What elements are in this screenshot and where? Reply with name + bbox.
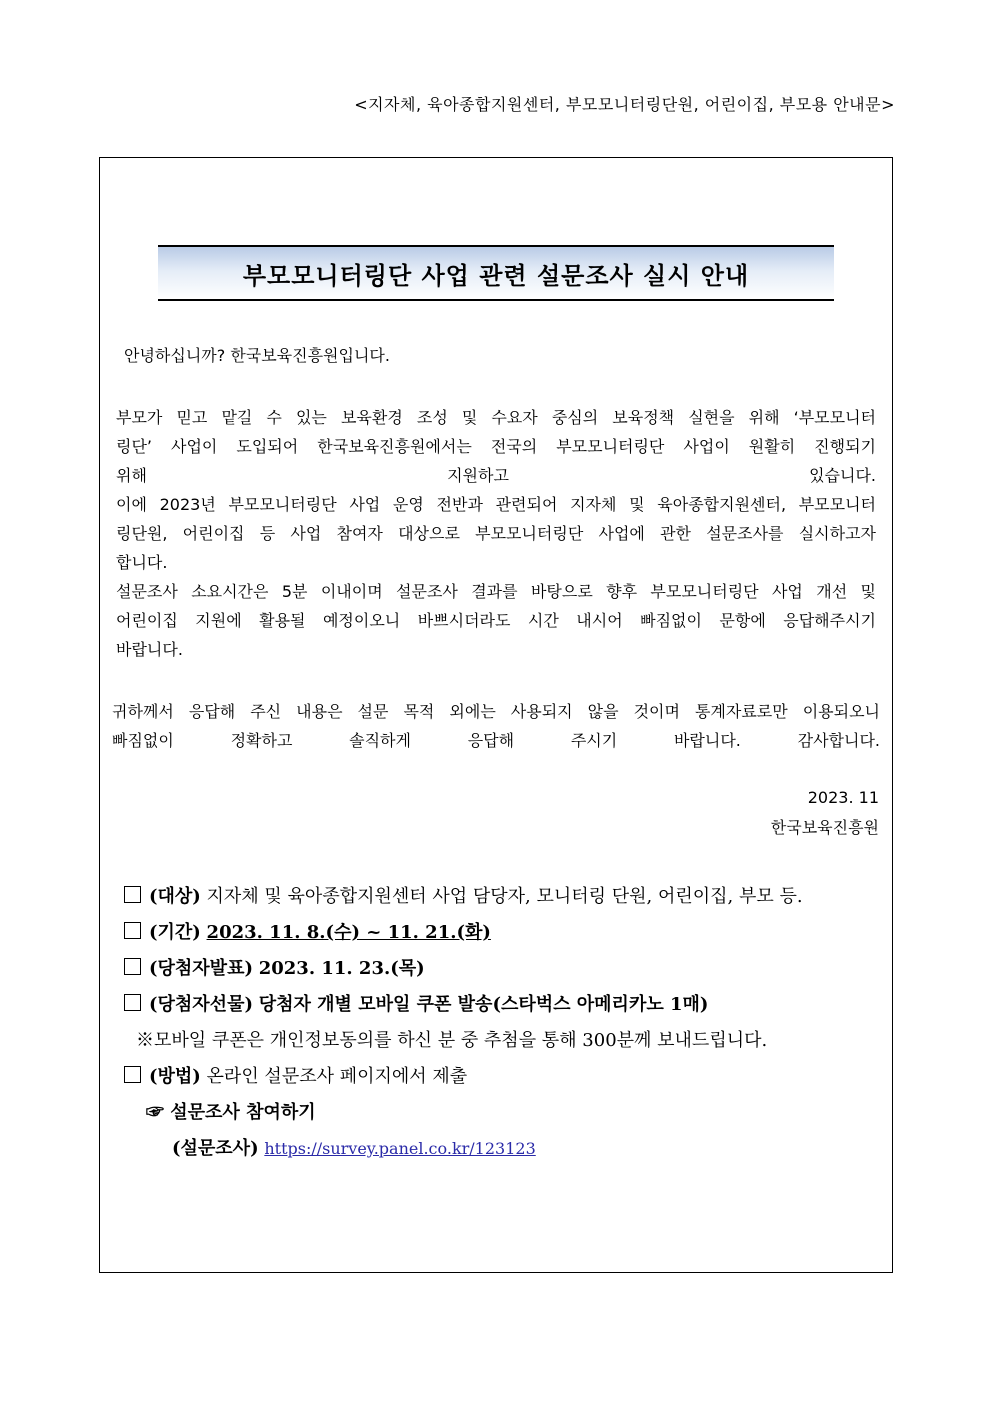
survey-label: (설문조사) <box>172 1138 259 1159</box>
item-value: 2023. 11. 8.(수) ~ 11. 21.(화) <box>206 922 491 943</box>
item-value: 2023. 11. 23.(목) <box>258 958 425 979</box>
greeting: 안녕하십니까? 한국보육진흥원입니다. <box>124 346 390 365</box>
body-paragraph-2 <box>112 697 880 755</box>
checkbox-square-icon <box>124 1066 141 1083</box>
organization-name: 한국보육진흥원 <box>770 818 879 837</box>
header-note: <지자체, 육아종합지원센터, 부모모니터링단원, 어린이집, 부모용 안내문> <box>354 95 895 114</box>
paragraph-line: 어린이집 지원에 활용될 예정이오니 바쁘시더라도 시간 내시어 빠짐없이 문항에 응답해주시기 <box>116 611 876 630</box>
item-value: 당첨자 개별 모바일 쿠폰 발송(스타벅스 아메리카노 1매) <box>258 994 709 1015</box>
item-method <box>124 1062 467 1088</box>
survey-url-row <box>172 1134 536 1160</box>
item-target <box>124 882 803 908</box>
checkbox-square-icon <box>124 922 141 939</box>
checkbox-square-icon <box>124 958 141 975</box>
item-gift <box>124 990 708 1016</box>
item-label: (당첨자선물) <box>149 994 253 1015</box>
paragraph-line: 바랍니다. <box>116 640 183 659</box>
paragraph-line: 설문조사 소요시간은 5분 이내이며 설문조사 결과를 바탕으로 향후 부모모니터링단 사업 개선 및 <box>116 582 876 601</box>
item-value: 온라인 설문조사 페이지에서 제출 <box>206 1066 468 1087</box>
paragraph-line: 이에 2023년 부모모니터링단 사업 운영 전반과 관련되어 지자체 및 육아종합지원센터, 부모모니터 <box>116 495 876 514</box>
gift-note: ※모바일 쿠폰은 개인정보동의를 하신 분 중 추첨을 통해 300분께 보내드립니다. <box>136 1030 768 1051</box>
body-paragraph-1 <box>116 403 876 664</box>
item-label: (기간) <box>149 922 201 943</box>
survey-url-link[interactable]: https://survey.panel.co.kr/123123 <box>264 1139 536 1158</box>
item-value: 지자체 및 육아종합지원센터 사업 담당자, 모니터링 단원, 어린이집, 부모 등. <box>206 886 803 907</box>
item-period <box>124 918 491 944</box>
checkbox-square-icon <box>124 994 141 1011</box>
paragraph-line: 링단’ 사업이 도입되어 한국보육진흥원에서는 전국의 부모모니터링단 사업이 원활히 진행되기 <box>116 437 876 456</box>
paragraph-line: 부모가 믿고 맡길 수 있는 보육환경 조성 및 수요자 중심의 보육정책 실현을 위해 ‘부모모니터 <box>116 408 876 427</box>
item-announcement <box>124 954 425 980</box>
item-label: (대상) <box>149 886 201 907</box>
item-label: (당첨자발표) <box>149 958 253 979</box>
title-banner <box>158 245 834 301</box>
participate-survey-link[interactable]: ☞ 설문조사 참여하기 <box>146 1102 316 1123</box>
paragraph-line: 위해 지원하고 있습니다. <box>116 466 876 485</box>
paragraph-line: 귀하께서 응답해 주신 내용은 설문 목적 외에는 사용되지 않을 것이며 통계자료로만 이용되오니 <box>112 702 880 721</box>
paragraph-line: 빠짐없이 정확하고 솔직하게 응답해 주시기 바랍니다. 감사합니다. <box>112 731 880 750</box>
page-title: 부모모니터링단 사업 관련 설문조사 실시 안내 <box>242 261 750 290</box>
item-label: (방법) <box>149 1066 201 1087</box>
checkbox-square-icon <box>124 886 141 903</box>
paragraph-line: 합니다. <box>116 553 168 572</box>
paragraph-line: 링단원, 어린이집 등 사업 참여자 대상으로 부모모니터링단 사업에 관한 설문조사를 실시하고자 <box>116 524 876 543</box>
notice-date: 2023. 11 <box>807 788 879 807</box>
